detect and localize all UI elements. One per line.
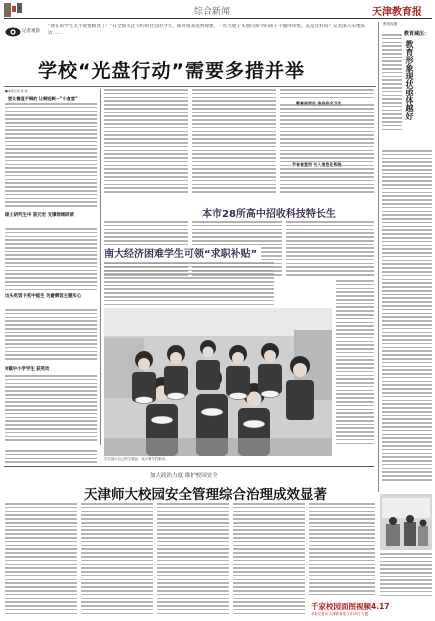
masthead-rule <box>4 18 432 19</box>
column-divider-right <box>378 22 379 492</box>
headline-high-school-tech: 本市28所高中招收科技特长生 <box>202 209 336 220</box>
article-text-center-3 <box>280 89 374 199</box>
sub-head-1: 要让餐盘不剩的 让剩饭剩一“小食堂” <box>8 96 78 101</box>
article-text-tech-3 <box>286 221 374 277</box>
ad-text: 千家校园面图视频4.17 <box>311 602 390 611</box>
right-article-text-2 <box>382 150 432 490</box>
sub-head-3: 出头吃饭卡初中能生 为避剩饭主题实心 <box>5 294 82 299</box>
headline-nankai-subsidy: 南大经济困难学生可领“求职补贴” <box>104 245 261 260</box>
column-tag <box>5 24 43 40</box>
classroom-photo <box>380 494 432 550</box>
right-headline-a: 教育减压： <box>404 31 430 37</box>
article-text-bottom-4 <box>233 503 305 619</box>
article-text-bottom-1 <box>5 503 77 619</box>
column-divider-1 <box>100 89 101 445</box>
paper-name: 天津教育报 <box>372 7 422 18</box>
sub-head-2: 硕士研究生中 获元宏 支撑领域研读 <box>5 213 74 218</box>
right-bottom-text <box>380 553 432 601</box>
right-headline-b: 教育形象现状亟体越好 <box>405 40 414 120</box>
intro-quote: “现在的学生太不爱惜粮食了！”在全国关注节约的社会的今天，面对很多浪费现象，一些大肥子头胆向知今的孩子不懂得珍惜。美是这样吗？记者深入实地采访…… <box>48 24 366 36</box>
article-text-subsidy <box>104 262 274 306</box>
article-text-bottom-5 <box>309 503 375 599</box>
article-text-bottom-3 <box>157 503 229 619</box>
ad-banner <box>309 600 433 620</box>
sub-head-4: X镇中小学学生 获奖动 <box>5 367 50 372</box>
article-text-left-1 <box>5 103 97 211</box>
classroom-illustration <box>380 494 432 550</box>
byline-main: ■本报记者 杨 杨 <box>5 89 28 93</box>
article-text-center-1 <box>104 89 188 199</box>
inline-subhead-2: 节省食堂用 引入信息化系统 <box>292 162 342 167</box>
children-eating-illustration <box>104 308 332 456</box>
children-photo <box>104 308 332 456</box>
ad-subtext: 本报记者讯 天津教育报 1月20日 专题 <box>311 612 369 616</box>
main-headline: 学校“光盘行动”需要多措并举 <box>38 60 305 82</box>
article-text-bottom-left-top <box>5 450 97 466</box>
bottom-kicker: 加大政治力度 维护校园安全 <box>150 473 218 479</box>
masthead <box>0 0 435 19</box>
section-title: 综合新闻 <box>194 7 231 17</box>
right-article-text-1 <box>382 34 402 134</box>
right-column-label: 教育视窗 <box>383 22 398 26</box>
column-tag-label: 记者观察 <box>22 29 40 34</box>
article-text-left-3 <box>5 309 97 363</box>
article-text-bottom-2 <box>81 503 153 619</box>
photo-caption: 学生展示自己的空餐盘，表示要节约粮食。 <box>104 457 169 461</box>
masthead-decoration-icon <box>4 2 22 16</box>
article-text-right-of-photo <box>336 280 374 450</box>
bottom-headline: 天津师大校园安全管理综合治理成效显著 <box>84 487 327 503</box>
observer-eye-icon <box>5 25 21 39</box>
article-text-left-4 <box>5 375 97 445</box>
headline-rule <box>4 86 376 87</box>
article-text-left-2 <box>5 228 97 292</box>
bottom-story-rule <box>4 466 374 467</box>
article-text-center-2 <box>192 89 276 199</box>
